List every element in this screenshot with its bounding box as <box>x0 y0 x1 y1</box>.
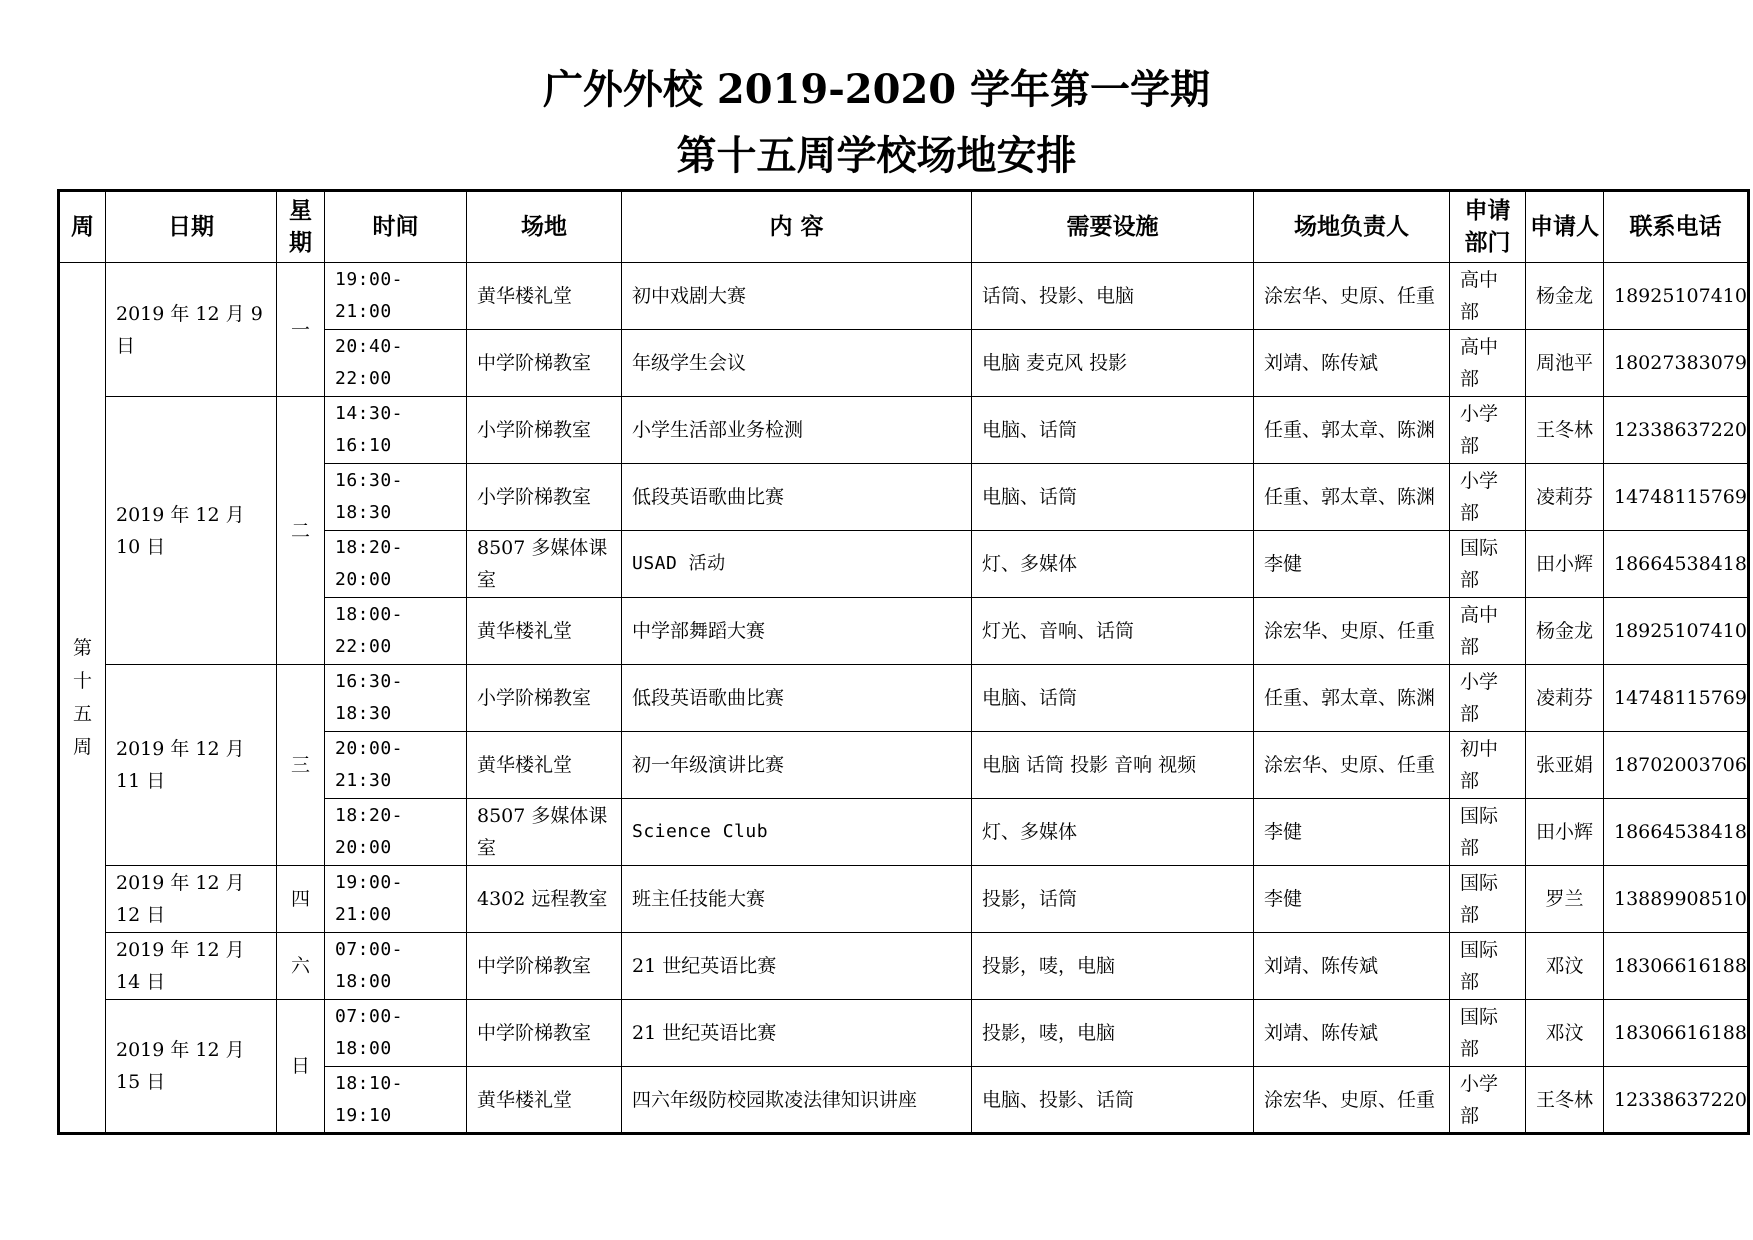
date-cell: 2019 年 12 月 11 日 <box>106 665 277 866</box>
applicant-cell: 田小辉 <box>1526 799 1604 866</box>
time-cell: 07:00-18:00 <box>325 1000 467 1067</box>
header-week: 周 <box>59 191 106 263</box>
venue-cell: 8507 多媒体课室 <box>467 799 622 866</box>
content-cell: 初一年级演讲比赛 <box>622 732 972 799</box>
manager-cell: 刘靖、陈传斌 <box>1254 330 1450 397</box>
applicant-cell: 罗兰 <box>1526 866 1604 933</box>
department-cell: 高中部 <box>1450 330 1526 397</box>
table-row <box>59 866 1749 933</box>
facilities-cell: 电脑、话筒 <box>972 397 1254 464</box>
header-facilities: 需要设施 <box>972 191 1254 263</box>
manager-cell: 刘靖、陈传斌 <box>1254 933 1450 1000</box>
page-subtitle: 第十五周学校场地安排 <box>676 132 1077 179</box>
venue-cell: 小学阶梯教室 <box>467 464 622 531</box>
phone-cell: 14748115769 <box>1604 665 1749 732</box>
facilities-cell: 灯、多媒体 <box>972 531 1254 598</box>
venue-cell: 黄华楼礼堂 <box>467 263 622 330</box>
time-cell: 18:20-20:00 <box>325 799 467 866</box>
department-cell: 国际部 <box>1450 799 1526 866</box>
phone-cell: 12338637220 <box>1604 1067 1749 1134</box>
manager-cell: 任重、郭太章、陈渊 <box>1254 397 1450 464</box>
facilities-cell: 话筒、投影、电脑 <box>972 263 1254 330</box>
facilities-cell: 电脑 话筒 投影 音响 视频 <box>972 732 1254 799</box>
venue-cell: 中学阶梯教室 <box>467 330 622 397</box>
time-cell: 19:00-21:00 <box>325 263 467 330</box>
venue-schedule-table <box>57 189 1750 1135</box>
venue-cell: 小学阶梯教室 <box>467 397 622 464</box>
manager-cell: 李健 <box>1254 866 1450 933</box>
header-manager: 场地负责人 <box>1254 191 1450 263</box>
content-cell: 中学部舞蹈大赛 <box>622 598 972 665</box>
table-row <box>59 933 1749 1000</box>
weekday-cell: 四 <box>277 866 325 933</box>
department-cell: 高中部 <box>1450 263 1526 330</box>
table-row <box>59 397 1749 464</box>
facilities-cell: 灯光、音响、话筒 <box>972 598 1254 665</box>
phone-cell: 18306616188 <box>1604 933 1749 1000</box>
manager-cell: 李健 <box>1254 799 1450 866</box>
table-row <box>59 263 1749 330</box>
phone-cell: 18664538418 <box>1604 531 1749 598</box>
department-cell: 小学部 <box>1450 397 1526 464</box>
time-cell: 16:30-18:30 <box>325 665 467 732</box>
date-cell: 2019 年 12 月 10 日 <box>106 397 277 665</box>
venue-cell: 8507 多媒体课室 <box>467 531 622 598</box>
phone-cell: 18925107410 <box>1604 598 1749 665</box>
venue-cell: 小学阶梯教室 <box>467 665 622 732</box>
header-date: 日期 <box>106 191 277 263</box>
content-cell: Science Club <box>622 799 972 866</box>
manager-cell: 涂宏华、史原、任重 <box>1254 598 1450 665</box>
department-cell: 小学部 <box>1450 1067 1526 1134</box>
weekday-cell: 二 <box>277 397 325 665</box>
week-label: 第十五周 <box>59 263 106 1134</box>
time-cell: 20:00-21:30 <box>325 732 467 799</box>
content-cell: 低段英语歌曲比赛 <box>622 464 972 531</box>
department-cell: 国际部 <box>1450 531 1526 598</box>
content-cell: 班主任技能大赛 <box>622 866 972 933</box>
manager-cell: 任重、郭太章、陈渊 <box>1254 464 1450 531</box>
manager-cell: 任重、郭太章、陈渊 <box>1254 665 1450 732</box>
department-cell: 高中部 <box>1450 598 1526 665</box>
weekday-cell: 六 <box>277 933 325 1000</box>
facilities-cell: 电脑 麦克风 投影 <box>972 330 1254 397</box>
phone-cell: 18925107410 <box>1604 263 1749 330</box>
date-cell: 2019 年 12 月 12 日 <box>106 866 277 933</box>
applicant-cell: 凌莉芬 <box>1526 665 1604 732</box>
applicant-cell: 凌莉芬 <box>1526 464 1604 531</box>
department-cell: 小学部 <box>1450 464 1526 531</box>
applicant-cell: 邓汶 <box>1526 933 1604 1000</box>
time-cell: 20:40-22:00 <box>325 330 467 397</box>
weekday-cell: 三 <box>277 665 325 866</box>
facilities-cell: 投影，话筒 <box>972 866 1254 933</box>
time-cell: 14:30-16:10 <box>325 397 467 464</box>
content-cell: USAD 活动 <box>622 531 972 598</box>
content-cell: 小学生活部业务检测 <box>622 397 972 464</box>
facilities-cell: 投影，唛，电脑 <box>972 933 1254 1000</box>
phone-cell: 14748115769 <box>1604 464 1749 531</box>
time-cell: 18:20-20:00 <box>325 531 467 598</box>
department-cell: 国际部 <box>1450 933 1526 1000</box>
weekday-cell: 一 <box>277 263 325 397</box>
content-cell: 四六年级防校园欺凌法律知识讲座 <box>622 1067 972 1134</box>
header-content: 内 容 <box>622 191 972 263</box>
time-cell: 18:10-19:10 <box>325 1067 467 1134</box>
phone-cell: 18027383079 <box>1604 330 1749 397</box>
date-cell: 2019 年 12 月 15 日 <box>106 1000 277 1134</box>
venue-cell: 中学阶梯教室 <box>467 933 622 1000</box>
content-cell: 21 世纪英语比赛 <box>622 1000 972 1067</box>
venue-cell: 黄华楼礼堂 <box>467 732 622 799</box>
time-cell: 16:30-18:30 <box>325 464 467 531</box>
weekday-cell: 日 <box>277 1000 325 1134</box>
content-cell: 低段英语歌曲比赛 <box>622 665 972 732</box>
applicant-cell: 杨金龙 <box>1526 598 1604 665</box>
content-cell: 初中戏剧大赛 <box>622 263 972 330</box>
time-cell: 19:00-21:00 <box>325 866 467 933</box>
content-cell: 21 世纪英语比赛 <box>622 933 972 1000</box>
header-venue: 场地 <box>467 191 622 263</box>
header-phone: 联系电话 <box>1604 191 1749 263</box>
page-title: 广外外校 2019-2020 学年第一学期 <box>542 66 1211 113</box>
department-cell: 国际部 <box>1450 866 1526 933</box>
applicant-cell: 邓汶 <box>1526 1000 1604 1067</box>
header-row <box>59 191 1749 263</box>
header-weekday: 星期 <box>277 191 325 263</box>
applicant-cell: 张亚娟 <box>1526 732 1604 799</box>
venue-cell: 中学阶梯教室 <box>467 1000 622 1067</box>
facilities-cell: 灯、多媒体 <box>972 799 1254 866</box>
department-cell: 小学部 <box>1450 665 1526 732</box>
manager-cell: 李健 <box>1254 531 1450 598</box>
content-cell: 年级学生会议 <box>622 330 972 397</box>
date-cell: 2019 年 12 月 9 日 <box>106 263 277 397</box>
phone-cell: 18306616188 <box>1604 1000 1749 1067</box>
table-row <box>59 665 1749 732</box>
venue-cell: 黄华楼礼堂 <box>467 1067 622 1134</box>
manager-cell: 涂宏华、史原、任重 <box>1254 1067 1450 1134</box>
phone-cell: 18702003706 <box>1604 732 1749 799</box>
applicant-cell: 杨金龙 <box>1526 263 1604 330</box>
facilities-cell: 电脑、话筒 <box>972 464 1254 531</box>
department-cell: 初中部 <box>1450 732 1526 799</box>
applicant-cell: 王冬林 <box>1526 1067 1604 1134</box>
facilities-cell: 电脑、话筒 <box>972 665 1254 732</box>
department-cell: 国际部 <box>1450 1000 1526 1067</box>
time-cell: 07:00-18:00 <box>325 933 467 1000</box>
table-row <box>59 1000 1749 1067</box>
applicant-cell: 王冬林 <box>1526 397 1604 464</box>
manager-cell: 刘靖、陈传斌 <box>1254 1000 1450 1067</box>
facilities-cell: 电脑、投影、话筒 <box>972 1067 1254 1134</box>
phone-cell: 12338637220 <box>1604 397 1749 464</box>
date-cell: 2019 年 12 月 14 日 <box>106 933 277 1000</box>
manager-cell: 涂宏华、史原、任重 <box>1254 732 1450 799</box>
manager-cell: 涂宏华、史原、任重 <box>1254 263 1450 330</box>
header-department: 申请部门 <box>1450 191 1526 263</box>
phone-cell: 13889908510 <box>1604 866 1749 933</box>
facilities-cell: 投影，唛，电脑 <box>972 1000 1254 1067</box>
applicant-cell: 田小辉 <box>1526 531 1604 598</box>
applicant-cell: 周池平 <box>1526 330 1604 397</box>
header-applicant: 申请人 <box>1526 191 1604 263</box>
header-time: 时间 <box>325 191 467 263</box>
phone-cell: 18664538418 <box>1604 799 1749 866</box>
venue-cell: 黄华楼礼堂 <box>467 598 622 665</box>
venue-cell: 4302 远程教室 <box>467 866 622 933</box>
time-cell: 18:00-22:00 <box>325 598 467 665</box>
